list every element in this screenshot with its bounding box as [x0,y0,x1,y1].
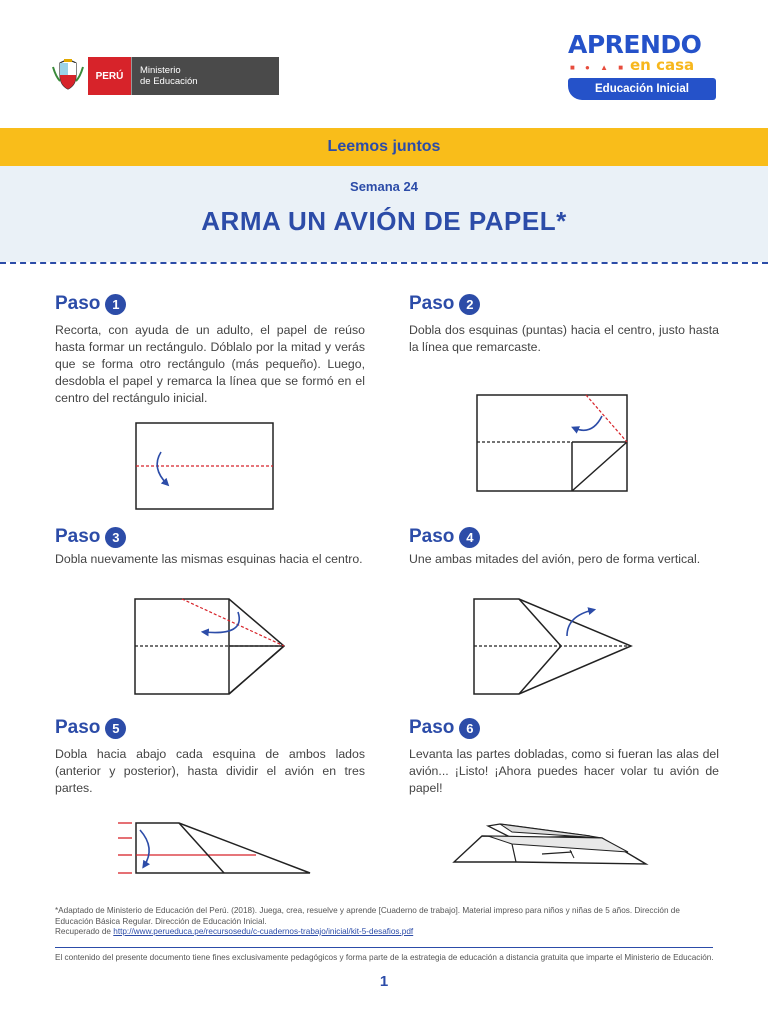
step-heading [55,525,365,549]
footnote-source [55,927,715,938]
section-band [0,128,768,166]
step-label: Paso [55,526,101,547]
step-number-badge: 5 [105,718,126,739]
step-3-diagram [134,598,286,696]
step-label: Paso [409,717,455,738]
step-2-diagram [476,394,630,492]
step-number-badge: 2 [459,294,480,315]
step-5 [55,716,365,797]
brand-badge: Educación Inicial [568,78,716,100]
band-title: Leemos juntos [327,138,441,155]
step-heading [409,716,719,740]
step-number-badge: 6 [459,718,480,739]
ministry-label [131,57,279,95]
step-label: Paso [409,293,455,314]
source-link[interactable]: http://www.perueduca.pe/recursosedu/c-cuadernos-trabajo/inicial/kit-5-desafios.pdf [113,927,414,936]
step-label: Paso [55,717,101,738]
step-instructions: Dobla nuevamente las mismas esquinas hacia el centro. [55,552,363,566]
step-label: Paso [55,293,101,314]
page-title: ARMA UN AVIÓN DE PAPEL* [201,206,567,236]
step-instructions: Recorta, con ayuda de un adulto, el papel de reúso hasta formar un rectángulo. Dóblalo por la mitad y verás que se forma otro rectángulo (más pequeño). Luego, desdobla el papel y remarca la línea que se formó en el centro del rectángulo inicial. [55,323,365,405]
step-heading [409,525,719,549]
step-heading [55,292,365,316]
step-instructions: Dobla dos esquinas (puntas) hacia el centro, justo hasta la línea que remarcaste. [409,323,719,354]
step-number-badge: 1 [105,294,126,315]
footnote [55,906,715,938]
step-number-badge: 3 [105,527,126,548]
step-3 [55,525,365,568]
week-label: Semana 24 [350,179,418,194]
coat-of-arms-icon [50,57,86,95]
aprendo-en-casa-logo [560,30,720,100]
peru-label: PERÚ [88,57,131,95]
step-1 [55,292,365,407]
dashed-divider [0,262,768,264]
government-logo [50,57,279,95]
step-4-diagram [473,598,633,696]
retrieved-label: Recuperado de [55,927,114,936]
step-4 [409,525,719,568]
step-instructions: Une ambas mitades del avión, pero de forma vertical. [409,552,701,566]
step-heading [55,716,365,740]
brand-title: APRENDO [568,30,702,59]
ministry-line2: de Educación [140,76,198,87]
step-instructions: Dobla hacia abajo cada esquina de ambos lados (anterior y posterior), hasta dividir el avión en tres partes. [55,747,365,795]
title-area [0,166,768,262]
footer-divider [55,947,713,948]
page-header [0,0,768,128]
brand-subtitle: en casa [630,56,695,74]
step-number-badge: 4 [459,527,480,548]
ministry-line1: Ministerio [140,65,181,76]
step-2 [409,292,719,356]
footnote-text: *Adaptado de Ministerio de Educación del Perú. (2018). Juega, crea, resuelve y aprende [Cuaderno de trabajo]. Material impreso para niños y niñas de 5 años. Dirección de Educación Básica Regular. Dirección de Educación Inicial. [55,906,680,926]
step-5-diagram [116,820,312,876]
step-1-diagram [135,422,275,512]
step-instructions: Levanta las partes dobladas, como si fueran las alas del avión... ¡Listo! ¡Ahora puedes hacer volar tu avión de papel! [409,747,719,795]
step-6 [409,716,719,797]
step-6-diagram [452,822,648,870]
step-heading [409,292,719,316]
brand-dots-icon: ■ ● ▲ ■ [570,63,628,72]
page-number: 1 [379,973,389,990]
disclaimer: El contenido del presente documento tiene fines exclusivamente pedagógicos y forma parte de la estrategia de educación a distancia gratuita que imparte el Ministerio de Educación. [55,953,714,962]
step-label: Paso [409,526,455,547]
